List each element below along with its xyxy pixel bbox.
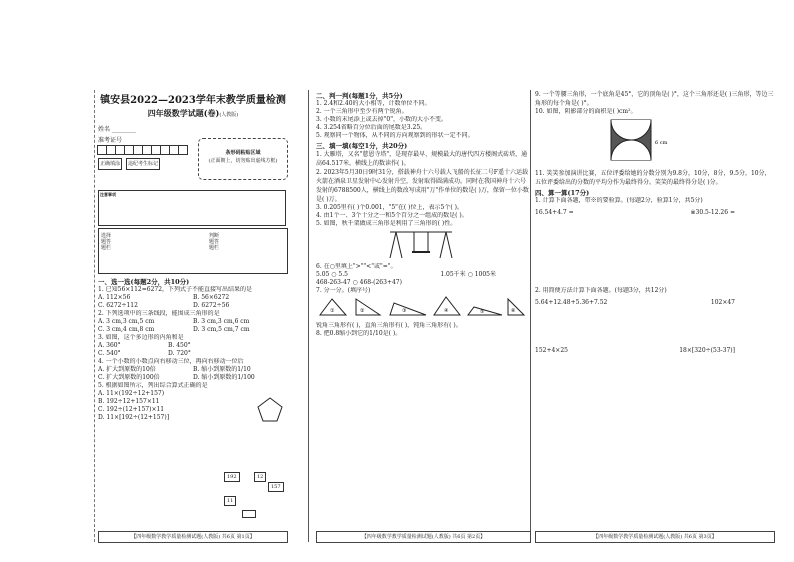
barcode-area: 条形码粘贴区域 (正面朝上，切勿贴出虚线方框) [198,138,288,180]
triangle-shapes [316,295,526,319]
page-3: 9. 一个等腰三角形，一个底角是45°，它的顶角是( )°，这个三角形还是( )三角形，等边三角形的每个角是( )°。 10. 如图，阴影部分的面积是( )cm²。 6 cm 11. 笑笑参加演讲比赛，五位评委给她的分数分别为9.8分，10分，8分，9.5分，10分，五位评委给出的分数的平均分作为最终得分。笑笑的最终得分是( )分。 四、算一算(17分) 1. 计算下面各题，带※的要验算。(每题2分，验算1分，共5分) 16.54+4.7 = ※30.5-12.26 = 2. 用简便方法计算下面各题。(每题3分，共12分) 5.64+12.48+5.36+7.52 102×47 152+4×25 18×[320÷(53-37)] 【四年级数学教学质量检测试题(人教版) 共6页 第3页】 [535,90,775,545]
shape-label: ⑥ [511,308,516,314]
page-1 [98,90,288,545]
shape-label: ② [360,308,365,314]
column-divider [308,90,309,542]
shape-label: ③ [402,308,407,314]
exam-sheet [70,90,774,560]
binding-margin [70,90,95,542]
page-subtitle: 四年级数学试题(卷)(人教版) [147,108,239,118]
shape-label: ④ [444,308,449,314]
page-footer: 【四年级数学教学质量检测试题(人教版) 共6页 第1页】 [98,531,288,543]
dimension-label: 6 cm [655,140,668,146]
answer-boxes[interactable]: 选择题答题栏 判断题答题栏 [98,228,288,274]
notes-box: 注意事项 [98,190,286,226]
swing-figure [386,228,456,260]
section-choice: 一、选一选(每题2分，共10分) 1. 已知56×112=6272，下列式子不能直接写出结果的是 A. 112×56 B. 56×6272 C. 6272÷112 D. 6272÷56 2. 下列选项中的三条线段，能围成三角形的是 A. 3 cm,3 cm,5 cm B. 3 cm,3 cm,6 cm C. 3 cm,4 cm,8 cm D. 3 cm,5 cm,7 cm 3. 如图，这个多边形的内角和是 A. 360° B. 450° C. 540° D. 720° 4. 一个小数的小数点向右移动三位，再向右移动一位后 A. 扩大到原数的10倍 B. 缩小到原数的1/10 C. 扩大到原数的100倍 D. 缩小到原数的1/100 5. 根据如图所示，列出综合算式正确的是 A. 11×(192÷12+157) B. 192÷12+157×11 C. 192÷(12+157)×11 D. 11×[192÷(12+157)] 192 12 157 11 [98,276,288,422]
page-2: 二、判一判(每题1分，共5分) 1. 2.4和2.40的大小相等，计数单位不同。 2. 一个三角形中至少有两个锐角。 3. 小数的末尾添上或去掉"0"，小数的大小不变。 4. 3.254省略百分位后面的尾数是3.25。 5. 观察同一个物体，从不同的方向观察到的形状一定不同。 三、填一填(每空1分，共20分) 1. 大雁塔，又名"慈恩寺塔"，是现存最早、规模最大的唐代四方楼阁式砖塔，通高64.517米，横线上的数读作( )。 2. 2023年5月30日9时31分，搭载神舟十六号载人飞船的长征二号F遥十六运载火箭在酒泉卫星发射中心发射升空，发射取得圆满成功。同时在我国神舟十六号发射的6788500人，横线上的数改写成用"万"作单位的数是( )万，保留一位小数是( )万。 3. 0.205里有( )个0.001，"5"在( )位上，表示5个( )。 4. 由1个一、3个十分之一和5个百分之一组成的数是( )。 5. 如图，秋千架做成三角形是利用了三角形的( )性。 6. 在○里填上">""<"或"="。 5.05 ○ 5.5 1.05千米 ○ 1005米 468-263-47 ○ 468-(263+47) 7. 分一分。(填序号) ① ② ③ ④ ⑤ ⑥ 锐角三角形有( )，直角三角形有( )，钝角三角形有( )。 8. 把0.8缩小到它的1/10是( )。 【四年级数学教学质量检测试题(人教版) 共6页 第2页】 [316,90,531,545]
shape-label: ⑤ [480,309,485,315]
shaded-figure [605,116,675,166]
page-title: 镇安县2022—2023学年末教学质量检测 [100,95,286,106]
student-info: 姓名 ________ 准考证号 正确填涂 违纪考生标记 [98,126,194,170]
flow-diagram: 192 12 157 11 [224,472,288,524]
page-footer: 【四年级数学教学质量检测试题(人教版) 共6页 第2页】 [316,531,531,543]
pentagon-figure [256,396,284,424]
shape-label: ① [330,308,335,314]
id-grid[interactable] [98,145,194,155]
page-footer: 【四年级数学教学质量检测试题(人教版) 共6页 第3页】 [535,531,775,543]
